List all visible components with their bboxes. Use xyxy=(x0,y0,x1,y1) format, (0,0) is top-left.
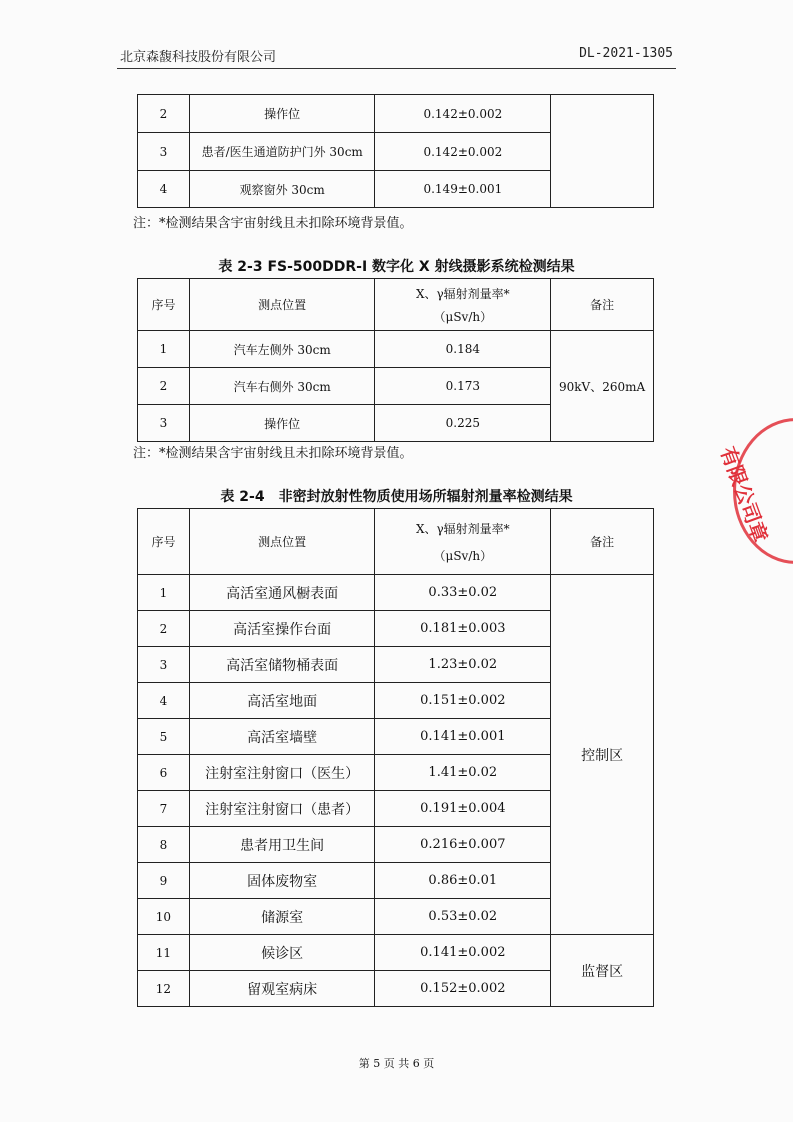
row-number: 10 xyxy=(138,899,190,935)
row-number: 12 xyxy=(138,971,190,1007)
dose-rate: 0.216±0.007 xyxy=(375,827,551,863)
measure-point: 操作位 xyxy=(189,405,375,442)
remark-supervised-area: 监督区 xyxy=(551,935,654,1007)
remark-cell xyxy=(551,95,654,208)
header-rule xyxy=(117,68,676,69)
row-number: 1 xyxy=(138,331,190,368)
header-remark: 备注 xyxy=(551,509,654,575)
table-continued xyxy=(137,94,654,208)
row-number: 6 xyxy=(138,755,190,791)
table3-caption: 表 2-4 非密封放射性物质使用场所辐射剂量率检测结果 xyxy=(220,489,573,505)
dose-rate: 0.149±0.001 xyxy=(375,171,551,208)
measure-point: 患者/医生通道防护门外 30cm xyxy=(189,133,375,171)
company-seal-text: 有限公司章 xyxy=(715,443,773,546)
measure-point: 高活室地面 xyxy=(189,683,375,719)
row-number: 3 xyxy=(138,405,190,442)
row-number: 2 xyxy=(138,611,190,647)
header-number: 序号 xyxy=(138,279,190,331)
dose-rate: 0.141±0.001 xyxy=(375,719,551,755)
row-number: 3 xyxy=(138,647,190,683)
measure-point: 操作位 xyxy=(189,95,375,133)
header-dose-rate xyxy=(375,509,551,575)
measure-point: 观察窗外 30cm xyxy=(189,171,375,208)
remark-cell: 90kV、260mA xyxy=(551,331,654,442)
header-doc-number: DL-2021-1305 xyxy=(579,46,673,61)
dose-rate: 0.142±0.002 xyxy=(375,95,551,133)
dose-rate: 0.141±0.002 xyxy=(375,935,551,971)
row-number: 2 xyxy=(138,95,190,133)
table-header-row xyxy=(138,509,654,575)
measure-point: 高活室储物桶表面 xyxy=(189,647,375,683)
measure-point: 汽车左侧外 30cm xyxy=(189,331,375,368)
table-row xyxy=(138,95,654,133)
table1-note: 注：*检测结果含宇宙射线且未扣除环境背景值。 xyxy=(133,216,413,231)
measure-point: 患者用卫生间 xyxy=(189,827,375,863)
measure-point: 汽车右侧外 30cm xyxy=(189,368,375,405)
table-header-row xyxy=(138,279,654,331)
dose-rate: 0.191±0.004 xyxy=(375,791,551,827)
header-dose-rate-unit: （μSv/h） xyxy=(433,309,493,324)
header-dose-rate-line1: X、γ辐射剂量率* xyxy=(415,286,510,301)
dose-rate: 0.152±0.002 xyxy=(375,971,551,1007)
dose-rate: 0.86±0.01 xyxy=(375,863,551,899)
header-remark: 备注 xyxy=(551,279,654,331)
dose-rate: 0.33±0.02 xyxy=(375,575,551,611)
measure-point: 高活室通风橱表面 xyxy=(189,575,375,611)
header-dose-rate xyxy=(375,279,551,331)
table-row xyxy=(138,331,654,368)
dose-rate: 1.23±0.02 xyxy=(375,647,551,683)
dose-rate: 1.41±0.02 xyxy=(375,755,551,791)
measure-point: 高活室操作台面 xyxy=(189,611,375,647)
row-number: 5 xyxy=(138,719,190,755)
header-dose-rate-unit: （μSv/h） xyxy=(433,548,493,563)
table-2-3 xyxy=(137,278,654,442)
row-number: 4 xyxy=(138,171,190,208)
row-number: 3 xyxy=(138,133,190,171)
header-location: 测点位置 xyxy=(189,509,375,575)
remark-control-area: 控制区 xyxy=(551,575,654,935)
header-location: 测点位置 xyxy=(189,279,375,331)
dose-rate: 0.142±0.002 xyxy=(375,133,551,171)
measure-point: 留观室病床 xyxy=(189,971,375,1007)
row-number: 7 xyxy=(138,791,190,827)
table2-caption: 表 2-3 FS-500DDR-I 数字化 X 射线摄影系统检测结果 xyxy=(218,259,575,275)
measure-point: 储源室 xyxy=(189,899,375,935)
measure-point: 固体废物室 xyxy=(189,863,375,899)
dose-rate: 0.53±0.02 xyxy=(375,899,551,935)
row-number: 1 xyxy=(138,575,190,611)
header-number: 序号 xyxy=(138,509,190,575)
table-row xyxy=(138,575,654,611)
page-number: 第 5 页 共 6 页 xyxy=(358,1057,435,1070)
measure-point: 候诊区 xyxy=(189,935,375,971)
row-number: 2 xyxy=(138,368,190,405)
dose-rate: 0.181±0.003 xyxy=(375,611,551,647)
dose-rate: 0.151±0.002 xyxy=(375,683,551,719)
header-company: 北京森馥科技股份有限公司 xyxy=(120,50,277,65)
row-number: 8 xyxy=(138,827,190,863)
row-number: 11 xyxy=(138,935,190,971)
table-2-4 xyxy=(137,508,654,1007)
measure-point: 注射室注射窗口（患者） xyxy=(189,791,375,827)
measure-point: 注射室注射窗口（医生） xyxy=(189,755,375,791)
dose-rate: 0.225 xyxy=(375,405,551,442)
measure-point: 高活室墙壁 xyxy=(189,719,375,755)
table-row xyxy=(138,935,654,971)
table2-note: 注：*检测结果含宇宙射线且未扣除环境背景值。 xyxy=(133,446,413,461)
dose-rate: 0.173 xyxy=(375,368,551,405)
header-dose-rate-line1: X、γ辐射剂量率* xyxy=(415,521,510,536)
dose-rate: 0.184 xyxy=(375,331,551,368)
row-number: 9 xyxy=(138,863,190,899)
row-number: 4 xyxy=(138,683,190,719)
